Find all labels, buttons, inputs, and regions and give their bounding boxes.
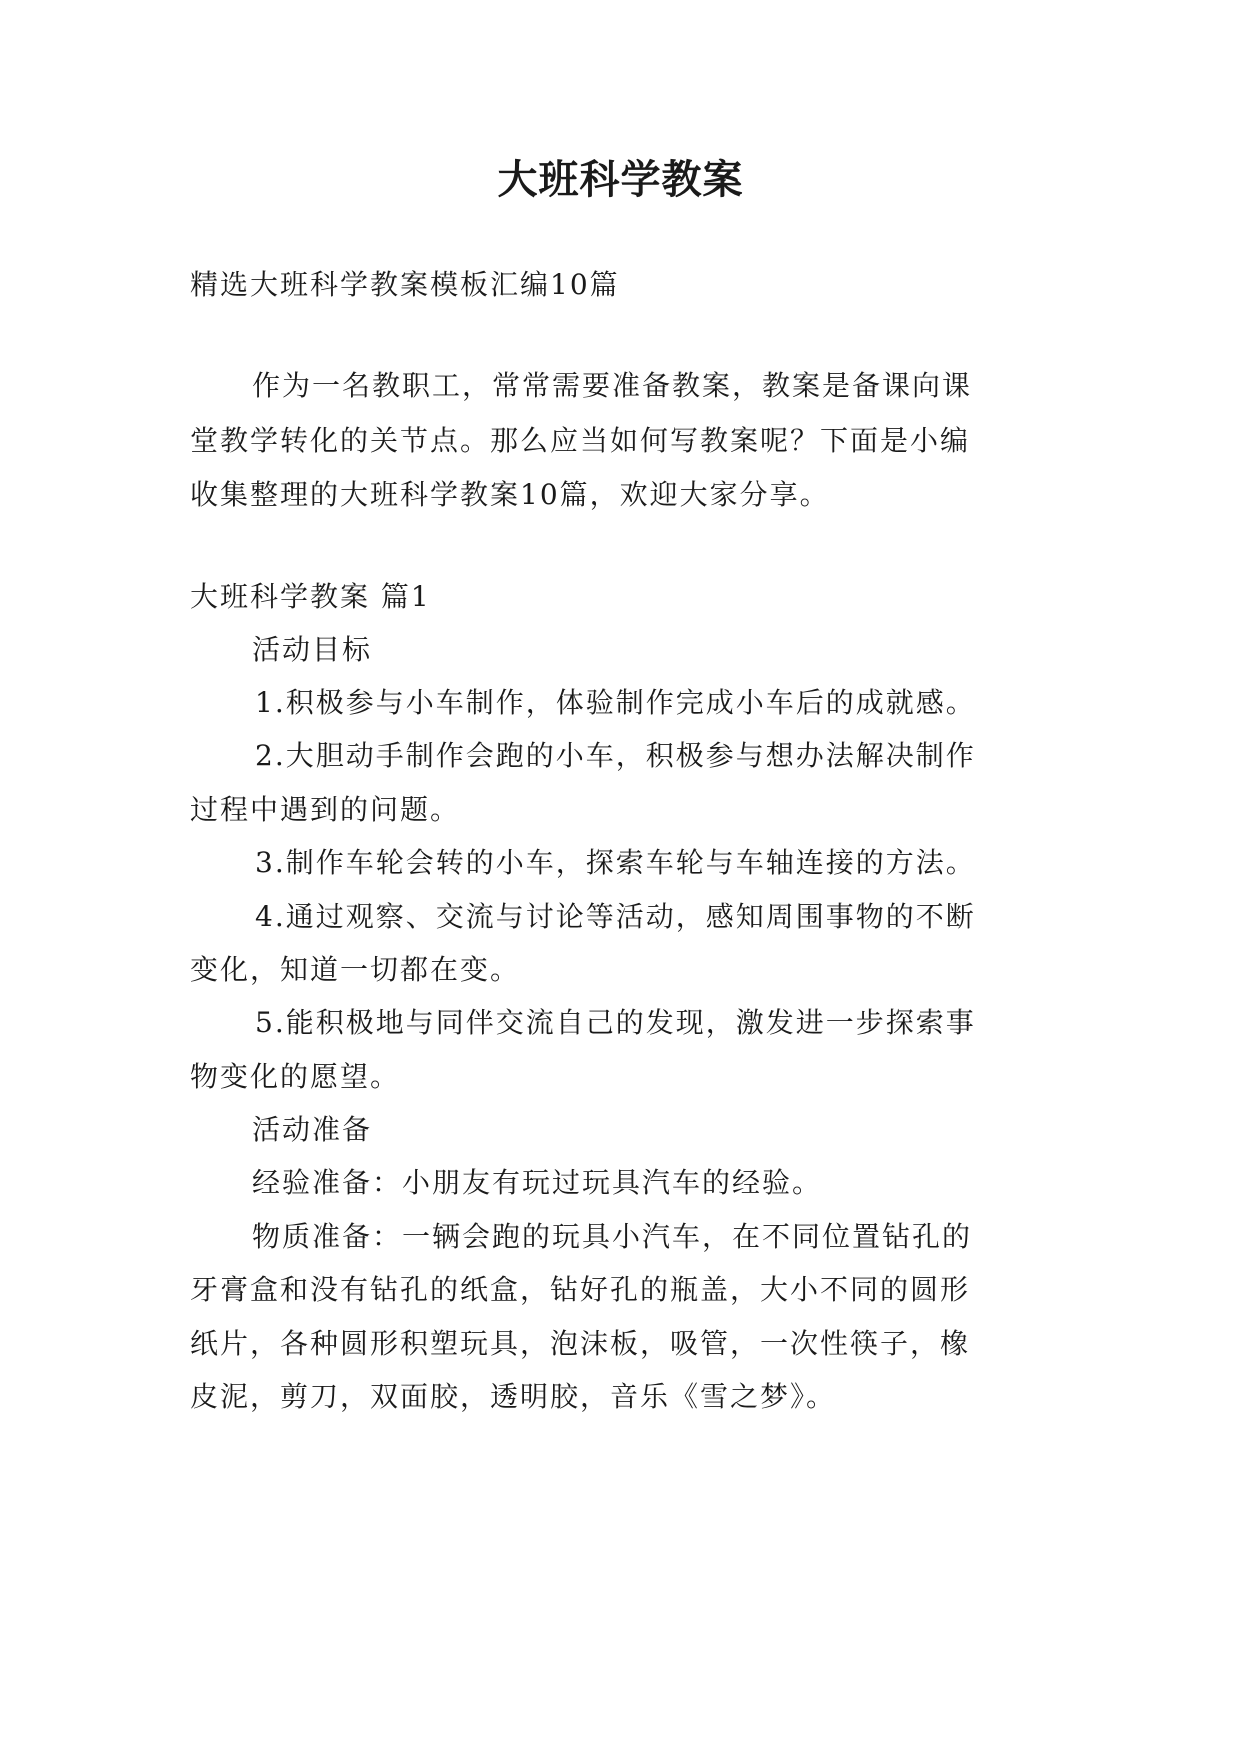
goal-item-4: 4.通过观察、交流与讨论等活动，感知周围事物的不断 — [255, 900, 976, 933]
experience-prep: 经验准备：小朋友有玩过玩具汽车的经验。 — [252, 1166, 823, 1199]
section-heading: 大班科学教案 篇1 — [190, 580, 431, 613]
goal-item-2-cont: 过程中遇到的问题。 — [190, 793, 461, 826]
goal-item-3: 3.制作车轮会转的小车，探索车轮与车轴连接的方法。 — [255, 846, 976, 879]
goal-item-4-cont: 变化，知道一切都在变。 — [190, 953, 521, 986]
prep-heading: 活动准备 — [252, 1113, 373, 1146]
goal-item-2: 2.大胆动手制作会跑的小车，积极参与想办法解决制作 — [255, 739, 976, 772]
material-prep-line-3: 纸片，各种圆形积塑玩具，泡沫板，吸管，一次性筷子，橡 — [190, 1327, 971, 1360]
goal-item-5-cont: 物变化的愿望。 — [190, 1060, 401, 1093]
material-prep-line-4: 皮泥，剪刀，双面胶，透明胶，音乐《雪之梦》。 — [190, 1380, 837, 1413]
goal-item-5: 5.能积极地与同伴交流自己的发现，激发进一步探索事 — [255, 1006, 976, 1039]
material-prep-line-1: 物质准备：一辆会跑的玩具小汽车，在不同位置钻孔的 — [252, 1220, 973, 1253]
intro-line-2: 堂教学转化的关节点。那么应当如何写教案呢？下面是小编 — [190, 424, 971, 457]
goals-heading: 活动目标 — [252, 633, 373, 666]
document-title: 大班科学教案 — [497, 157, 744, 203]
goal-item-1: 1.积极参与小车制作，体验制作完成小车后的成就感。 — [255, 686, 976, 719]
document-subtitle: 精选大班科学教案模板汇编10篇 — [190, 268, 620, 301]
intro-line-1: 作为一名教职工，常常需要准备教案，教案是备课向课 — [252, 369, 973, 402]
intro-line-3: 收集整理的大班科学教案10篇，欢迎大家分享。 — [190, 478, 830, 511]
material-prep-line-2: 牙膏盒和没有钻孔的纸盒，钻好孔的瓶盖，大小不同的圆形 — [190, 1273, 971, 1306]
